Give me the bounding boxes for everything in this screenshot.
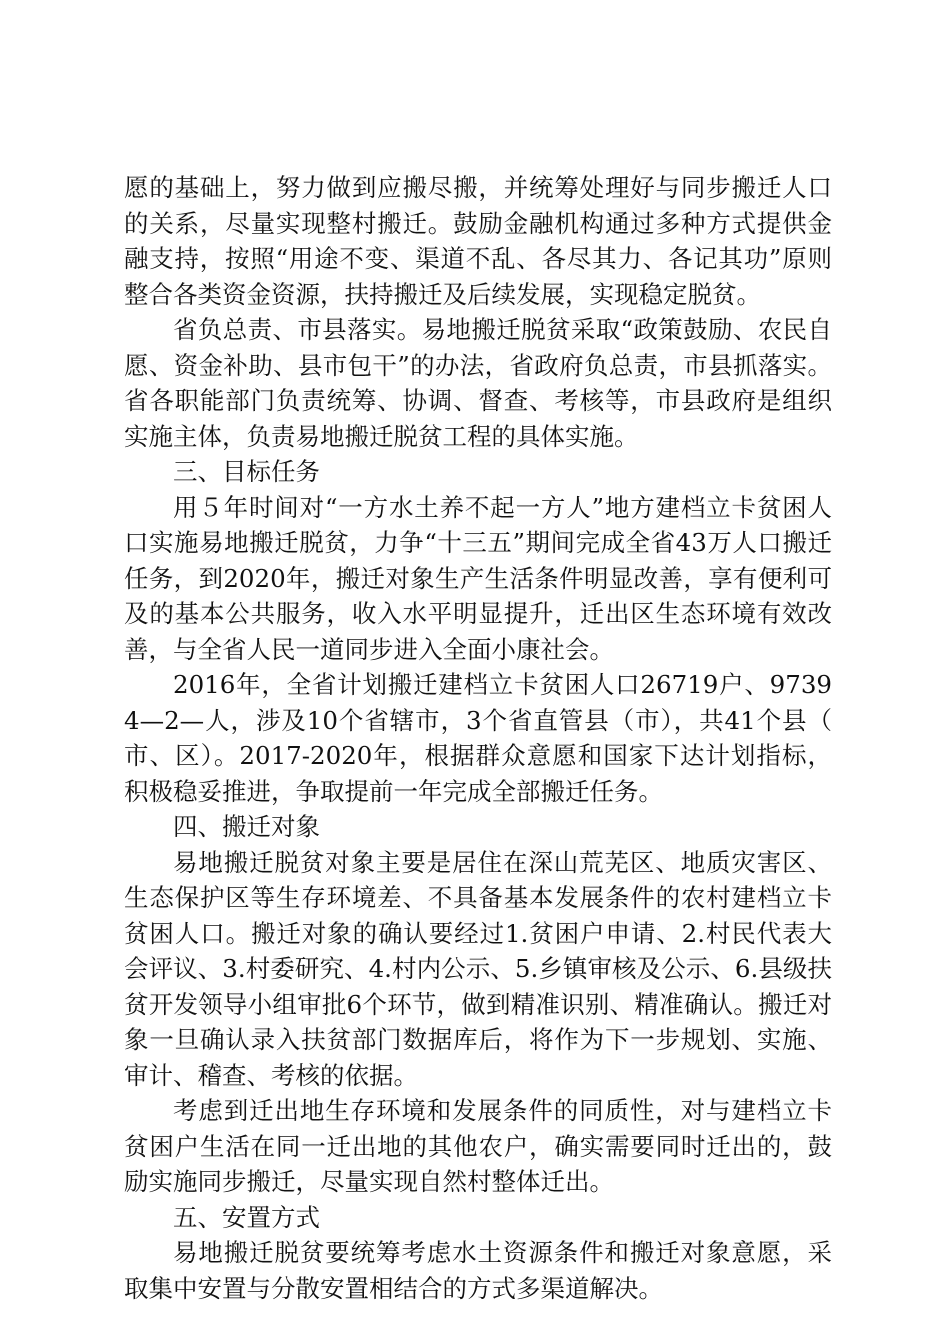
- paragraph-targets: 易地搬迁脱贫对象主要是居住在深山荒芜区、地质灾害区、生态保护区等生存环境差、不具备基本发展条件的农村建档立卡贫困人口。搬迁对象的确认要经过1.贫困户申请、2.村民代表大会评议、3.村委研究、4.村内公示、5.乡镇审核及公示、6.县级扶贫开发领导小组审批6个环节，做到精准识别、精准确认。搬迁对象一旦确认录入扶贫部门数据库后，将作为下一步规划、实施、审计、稽查、考核的依据。: [124, 847, 832, 1090]
- section-heading-resettlement: 五、安置方式: [173, 1202, 320, 1232]
- document-body: [124, 170, 832, 1306]
- section-heading-targets: 四、搬迁对象: [173, 812, 320, 841]
- paragraph-sync-relocation: 考虑到迁出地生存环境和发展条件的同质性，对与建档立卡贫困户生活在同一迁出地的其他农户，确实需要同时迁出的，鼓励实施同步搬迁，尽量实现自然村整体迁出。: [124, 1096, 832, 1196]
- paragraph-responsibility: 省负总责、市县落实。易地搬迁脱贫采取“政策鼓励、农民自愿、资金补助、县市包干”的办法，省政府负总责，市县抓落实。省各职能部门负责统筹、协调、督查、考核等，市县政府是组织实施主体，负责易地搬迁脱贫工程的具体实施。: [124, 315, 832, 451]
- paragraph-continuation: 愿的基础上，努力做到应搬尽搬，并统筹处理好与同步搬迁人口的关系，尽量实现整村搬迁。鼓励金融机构通过多种方式提供金融支持，按照“用途不变、渠道不乱、各尽其力、各记其功”原则整合各类资金资源，扶持搬迁及后续发展，实现稳定脱贫。: [124, 173, 832, 309]
- section-heading-goals: 三、目标任务: [173, 457, 320, 486]
- paragraph-2016-plan: 2016年，全省计划搬迁建档立卡贫困人口26719户、97394—2—人，涉及10个省辖市，3个省直管县（市），共41个县（市、区）。2017-2020年，根据群众意愿和国家下达计划指标，积极稳妥推进，争取提前一年完成全部搬迁任务。: [124, 670, 832, 806]
- paragraph-resettlement: 易地搬迁脱贫要统筹考虑水土资源条件和搬迁对象意愿，采取集中安置与分散安置相结合的方式多渠道解决。: [124, 1238, 832, 1303]
- paragraph-goals: 用５年时间对“一方水土养不起一方人”地方建档立卡贫困人口实施易地搬迁脱贫，力争“十三五”期间完成全省43万人口搬迁任务，到2020年，搬迁对象生产生活条件明显改善，享有便利可及的基本公共服务，收入水平明显提升，迁出区生态环境有效改善，与全省人民一道同步进入全面小康社会。: [124, 492, 832, 664]
